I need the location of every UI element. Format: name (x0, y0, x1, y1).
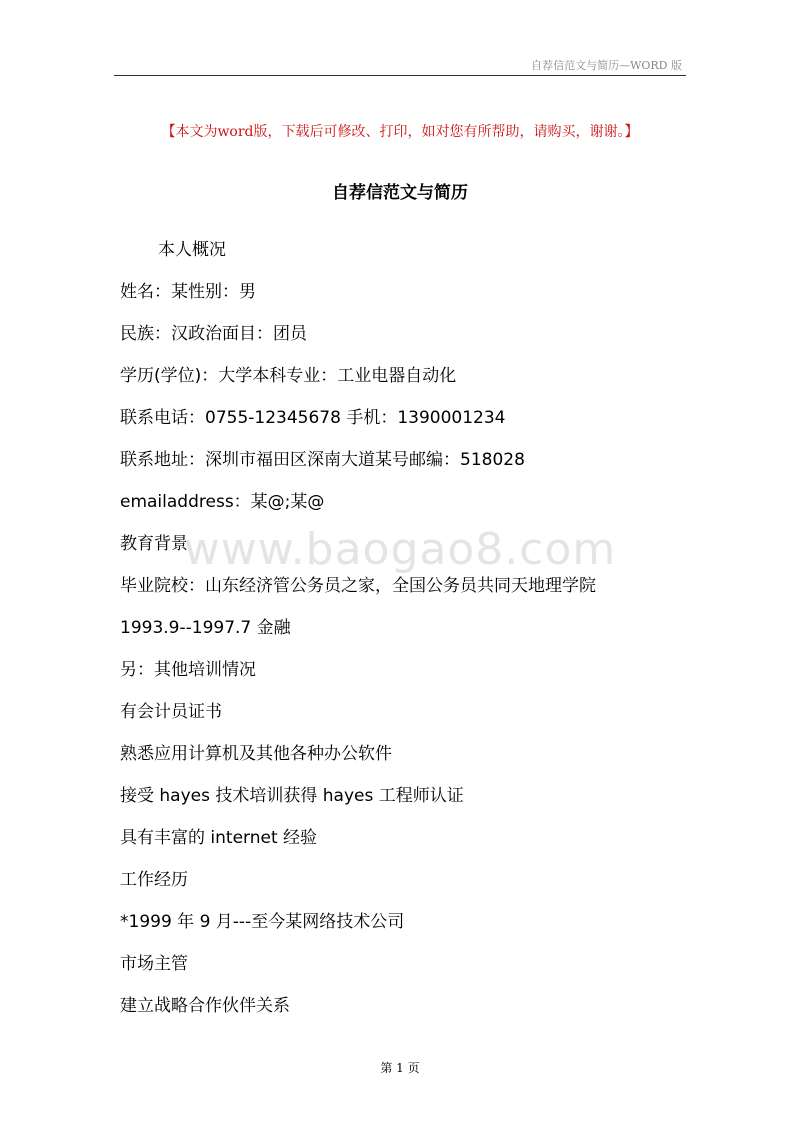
section-heading-education: 教育背景 (120, 534, 188, 554)
text-line: 1993.9--1997.7 金融 (120, 618, 291, 638)
text-line: 建立战略合作伙伴关系 (120, 996, 290, 1016)
text-line: 熟悉应用计算机及其他各种办公软件 (120, 744, 392, 764)
text-line: 姓名：某性别：男 (120, 282, 256, 302)
section-heading-work: 工作经历 (120, 870, 188, 890)
header-divider (114, 75, 686, 76)
text-line: *1999 年 9 月---至今某网络技术公司 (120, 912, 405, 932)
section-heading-overview: 本人概况 (158, 240, 226, 260)
text-line: 毕业院校：山东经济管公务员之家，全国公务员共同天地理学院 (120, 576, 596, 596)
text-line: 另：其他培训情况 (120, 660, 256, 680)
text-line: 联系电话：0755-12345678 手机：1390001234 (120, 408, 506, 428)
text-line: 有会计员证书 (120, 702, 222, 722)
text-line: 具有丰富的 internet 经验 (120, 828, 318, 848)
page-number: 第 1 页 (380, 1061, 420, 1075)
text-line: 学历(学位)：大学本科专业：工业电器自动化 (120, 366, 457, 386)
page-header-text: 自荐信范文与简历—WORD 版 (531, 59, 682, 72)
text-line: 市场主管 (120, 954, 188, 974)
text-line: 联系地址：深圳市福田区深南大道某号邮编：518028 (120, 450, 525, 470)
text-line: 民族：汉政治面目：团员 (120, 324, 307, 344)
text-line: emailaddress：某@;某@ (120, 492, 325, 512)
document-title: 自荐信范文与简历 (332, 183, 468, 203)
purchase-notice: 【本文为word版，下载后可修改、打印，如对您有所帮助，请购买，谢谢。】 (161, 124, 639, 140)
text-line: 接受 hayes 技术培训获得 hayes 工程师认证 (120, 786, 464, 806)
watermark: www.baogao8.com (183, 524, 617, 575)
